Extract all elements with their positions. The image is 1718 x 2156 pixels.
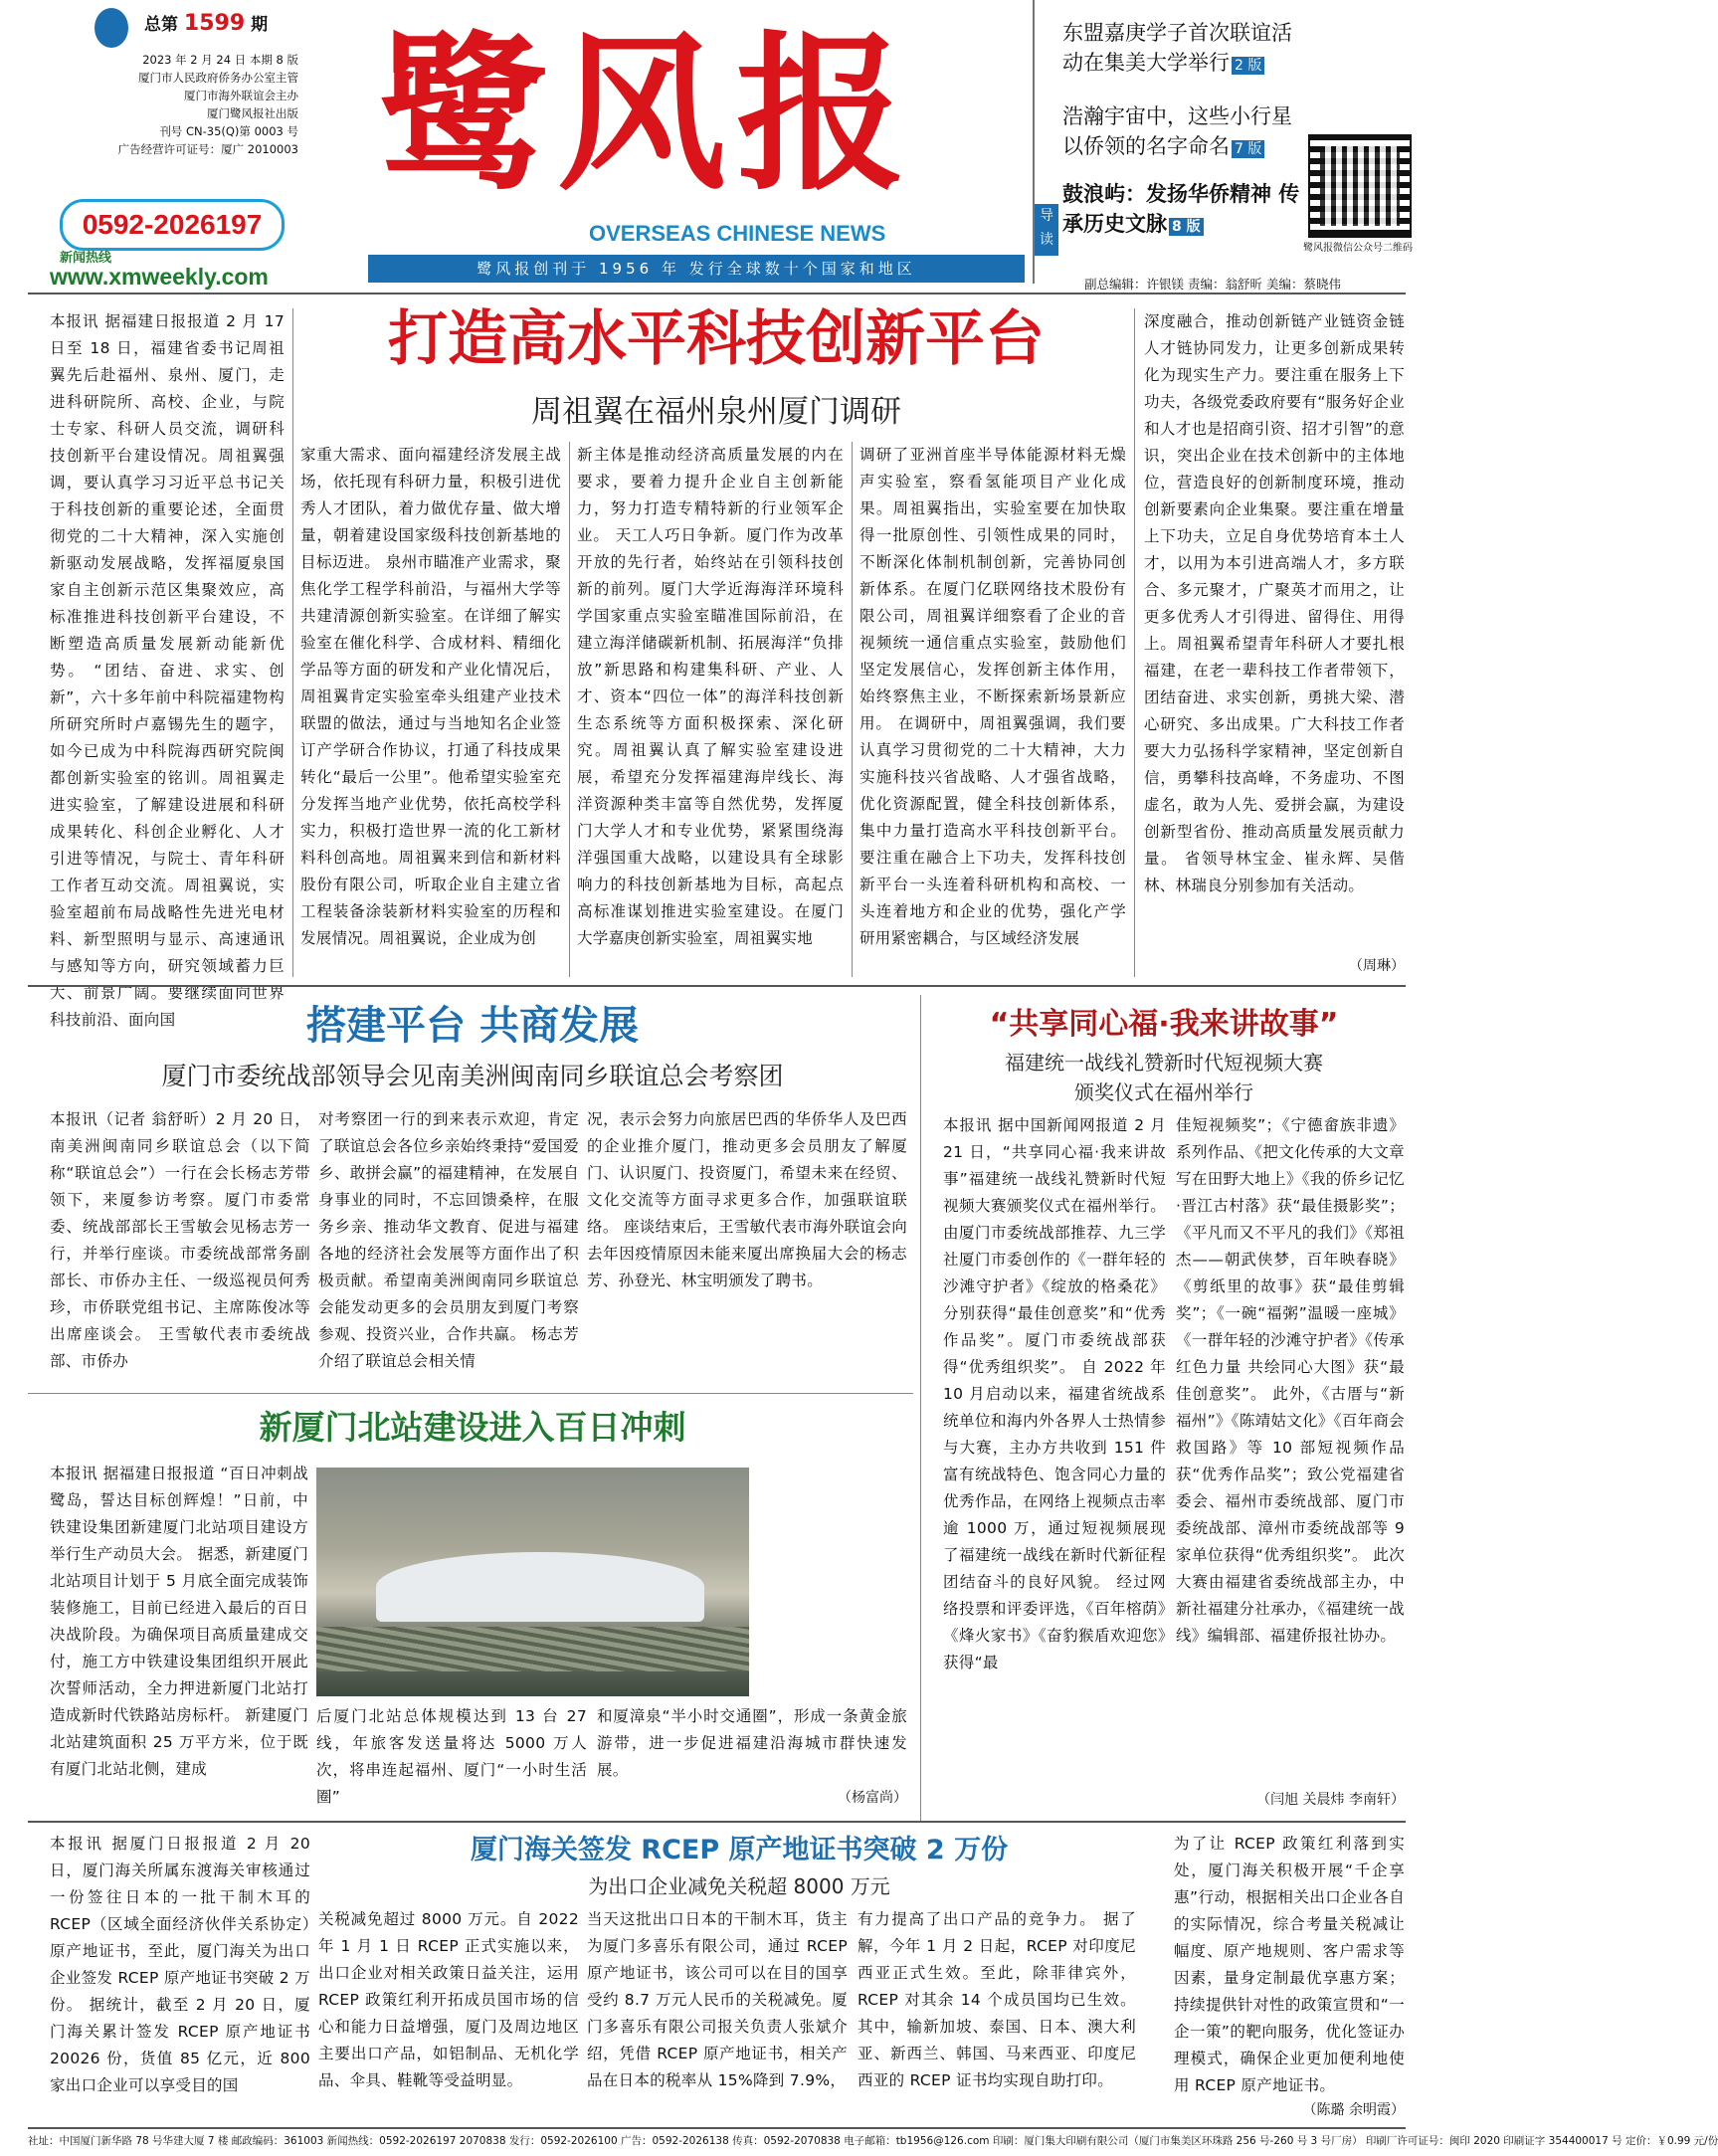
story2-column-3: 况，表示会努力向旅居巴西的华侨华人及巴西的企业推介厦门，推动更多会员朋友了解厦门、认识厦门、投资厦门，希望未来在经贸、文化交流等方面寻求更多合作，加强联谊联络。 座谈结束后，王雪敏代表市海外联谊会向去年因疫情原因未能来厦出席换届大会的杨志芳、孙登光、林宝明颁发了聘书。 [587, 1110, 907, 1289]
story4-subhead-2: 颁奖仪式在福州举行 [1074, 1080, 1253, 1104]
qr-caption: 鹭风报微信公众号二维码 [1303, 243, 1413, 254]
guide-label: 导读 [1035, 204, 1058, 256]
story5-subhead: 为出口企业减免关税超 8000 万元 [588, 1874, 890, 1898]
english-name: OVERSEAS CHINESE NEWS [589, 221, 886, 246]
story2-column-1: 本报讯（记者 翁舒昕）2 月 20 日，南美洲闽南同乡联谊总会（以下简称“联谊总会”）一行在会长杨志芳带领下，来厦参访考察。厦门市委常委、统战部部长王雪敏会见杨志芳一行，并举行座谈。市委统战部常务副部长、市侨办主任、一级巡视员何秀珍，市侨联党组书记、主席陈俊冰等出席座谈会。 王雪敏代表市委统战部、市侨办 [50, 1110, 310, 1370]
divider [28, 293, 1406, 294]
lead-column-3: 新主体是推动经济高质量发展的内在要求，要着力提升企业自主创新能力，努力打造专精特新的行业领军企业。 天工人巧日争新。厦门作为改革开放的先行者，始终站在引领科技创新的前列。厦门大学近海海洋环境科学国家重点实验室瞄准国际前沿，在建立海洋储碳新机制、拓展海洋“负排放”新思路和构建集科研、产业、人才、资本“四位一体”的海洋科技创新生态系统等方面积极探索、深化研究。周祖翼认真了解实验室建设进展，希望充分发挥福建海岸线长、海洋资源种类丰富等自然优势，发挥厦门大学人才和专业优势，紧紧围绕海洋强国重大战略，以建设具有全球影响力的科技创新基地为目标，高起点高标准谋划推进实验室建设。在厦门大学嘉庚创新实验室，周祖翼实地 [577, 446, 844, 947]
tagline-bar: 鹭风报创刊于 1956 年 发行全球数十个国家和地区 [368, 255, 1025, 283]
story4-subhead-1: 福建统一战线礼赞新时代短视频大赛 [1005, 1051, 1323, 1075]
story5-column-5: 为了让 RCEP 政策红利落到实处，厦门海关积极开展“千企享惠”行动，根据相关出口企业各自的实际情况，综合考量关税减让幅度、原产地规则、客户需求等因素，量身定制最优享惠方案；持续提供针对性的政策宣贯和“一企一策”的靶向服务，优化签证办理模式，确保企业更加便利地使用 RCEP 原产地证书。 [1174, 1835, 1405, 2094]
qr-code-icon[interactable] [1308, 134, 1412, 238]
story3-byline: （杨富尚） [838, 1790, 907, 1806]
story4-column-2: 佳短视频奖”；《宁德畲族非遗》系列作品、《把文化传承的大文章写在田野大地上》《我的侨乡记忆·晋江古村落》获“最佳摄影奖”；《平凡而又不平凡的我们》《郑祖杰——朝武侠梦，百年映春晓》《剪纸里的故事》获“最佳剪辑奖”；《一碗“福粥”温暖一座城》《一群年轻的沙滩守护者》《传承红色力量 共绘同心大图》获“最佳创意奖”。 此外，《古厝与“新福州”》《陈靖姑文化》《百年商会救国路》等 10 部短视频作品获“优秀作品奖”；致公党福建省委会、福州市委统战部、厦门市委统战部、漳州市委统战部等 9 家单位获得“优秀组织奖”。 此次大赛由福建省委统战部主办，中新社福建分社承办，《福建统一战线》编辑部、福建侨报社协办。 [1176, 1116, 1405, 1645]
newspaper-logo: 鹭风报 [378, 15, 916, 214]
guide-item-2[interactable]: 浩瀚宇宙中，这些小行星以侨领的名字命名 7 版 [1062, 104, 1292, 158]
story5-headline: 厦门海关签发 RCEP 原产地证书突破 2 万份 [470, 1835, 1009, 1865]
story2-column-2: 对考察团一行的到来表示欢迎，肯定了联谊总会各位乡亲始终秉持“爱国爱乡、敢拼会赢”的福建精神，在发展自身事业的同时，不忘回馈桑梓，在服务乡亲、推动华文教育、促进与福建各地的经济社会发展等方面作出了积极贡献。希望南美洲闽南同乡联谊总会能发动更多的会员朋友到厦门考察参观、投资兴业，合作共赢。 杨志芳介绍了联谊总会相关情 [318, 1110, 579, 1370]
guide-item-3[interactable]: 鼓浪屿：发扬华侨精神 传承历史文脉 8 版 [1062, 182, 1300, 236]
sponsor-1: 厦门市人民政府侨务办公室主管 [138, 71, 298, 85]
sponsor-3: 厦门鹭风报社出版 [207, 106, 298, 120]
story2-subhead: 厦门市委统战部领导会见南美洲闽南同乡联谊总会考察团 [161, 1062, 784, 1090]
story2-headline: 搭建平台 共商发展 [306, 1003, 639, 1049]
divider [28, 985, 1406, 987]
ad-license: 广告经营许可证号：厦广 2010003 [117, 142, 298, 156]
story5-byline: （陈璐 余明霞） [1302, 2102, 1405, 2118]
hotline-label: 新闻热线 [60, 251, 112, 266]
story5-column-3: 当天这批出口日本的干制木耳，货主为厦门多喜乐有限公司，通过 RCEP 原产地证书，该公司可以在目的国享受约 8.7 万元人民币的关税减免。厦门多喜乐有限公司报关负责人张斌介绍，凭借 RCEP 原产地证书，相关产品在日本的税率从 15%降到 7.9%， [587, 1910, 848, 2089]
story5-column-1: 本报讯 据厦门日报报道 2 月 20 日，厦门海关所属东渡海关审核通过一份签往日本的一批干制木耳的 RCEP（区域全面经济伙伴关系协定）原产地证书，至此，厦门海关为出口企业签发 RCEP 原产地证书突破 2 万份。 据统计，截至 2 月 20 日，厦门海关累计签发 RCEP 原产地证书 20026 份，货值 85 亿元，近 800 家出口企业可以享受目的国 [50, 1835, 310, 2094]
footer-info: 社址：中国厦门新华路 78 号华建大厦 7 楼 邮政编码：361003 新闻热线：0592-2026197 2070838 发行：0592-2026100 广告：0592-2026138 传真：0592-2070838 电子邮箱：tb1956@126.com 印刷：厦门集大印刷有限公司（厦门市集美区环珠路 256 号-260 号 3 号厂房） 印刷厂许可证号：闽印 2020 印刷证字 354400017 号 定价：￥0.99 元/份 [28, 2127, 1406, 2148]
story3-headline: 新厦门北站建设进入百日冲刺 [259, 1408, 686, 1447]
lead-column-2: 家重大需求、面向福建经济发展主战场，依托现有科研力量，积极引进优秀人才团队，着力做优存量、做大增量，朝着建设国家级科技创新基地的目标迈进。 泉州市瞄准产业需求，聚焦化学工程学科前沿，与福州大学等共建清源创新实验室。在详细了解实验室在催化科学、合成材料、精细化学品等方面的研发和产业化情况后，周祖翼肯定实验室牵头组建产业技术联盟的做法，通过与当地知名企业签订产学研合作协议，打通了科技成果转化“最后一公里”。他希望实验室充分发挥当地产业优势，依托高校学科实力，积极打造世界一流的化工新材料科创高地。周祖翼来到信和新材料股份有限公司，听取企业自主建立省工程装备涂装新材料实验室的历程和发展情况。周祖翼说，企业成为创 [300, 446, 561, 947]
editors-line: 副总编辑：许银镁 责编：翁舒昕 美编：蔡晓伟 [1084, 277, 1341, 292]
story4-column-1: 本报讯 据中国新闻网报道 2 月 21 日，“共享同心福·我来讲故事”福建统一战线礼赞新时代短视频大赛颁奖仪式在福州举行。由厦门市委统战部推荐、九三学社厦门市委创作的《一群年轻的沙滩守护者》《绽放的格桑花》分别获得“最佳创意奖”和“优秀作品奖”。厦门市委统战部获得“优秀组织奖”。 自 2022 年 10 月启动以来，福建省统战系统单位和海内外各界人士热情参与大赛，主办方共收到 151 件富有统战特色、饱含同心力量的优秀作品，在网络上视频点击率逾 1000 万，通过短视频展现了福建统一战线在新时代新征程团结奋斗的良好风貌。 经过网络投票和评委评选，《百年榕荫》《烽火家书》《奋豹猴盾欢迎您》获得“最 [943, 1116, 1166, 1671]
story5-column-4: 有力提高了出口产品的竞争力。 据了解，今年 1 月 2 日起，RCEP 对印度尼西亚正式生效。至此，除菲律宾外，RCEP 对其余 14 个成员国均已生效。其中，输新加坡、泰国、日本、澳大利亚、新西兰、韩国、马来西亚、印度尼西亚的 RCEP 证书均实现自助打印。 [858, 1910, 1136, 2089]
story3-column-2: 后厦门北站总体规模达到 13 台 27 线，年旅客发送量将达 5000 万人次，将串连起福州、厦门“一小时生活圈” [316, 1707, 587, 1806]
railway-station-photo [316, 1468, 749, 1696]
story4-byline: （闫旭 关晨炜 李南轩） [1256, 1792, 1405, 1808]
newspaper-emblem-icon [95, 8, 128, 48]
lead-subhead: 周祖翼在福州泉州厦门调研 [531, 394, 901, 430]
date-line: 2023 年 2 月 24 日 本期 8 版 [142, 53, 298, 67]
issue-total: 总第 1599 期 [144, 11, 269, 36]
lead-column-4: 调研了亚洲首座半导体能源材料无燥声实验室，察看氢能项目产业化成果。周祖翼指出，实验室要在加快取得一批原创性、引领性成果的同时，不断深化体制机制创新，完善协同创新体系。在厦门亿联网络技术股份有限公司，周祖翼详细察看了企业的音视频统一通信重点实验室，鼓励他们坚定发展信心，发挥创新主体作用，始终察焦主业，不断探索新场景新应用。 在调研中，周祖翼强调，我们要认真学习贯彻党的二十大精神，大力实施科技兴省战略、人才强省战略，优化资源配置，健全科技创新体系，集中力量打造高水平科技创新平台。要注重在融合上下功夫，发挥科技创新平台一头连着科研机构和高校、一头连着地方和企业的优势，强化产学研用紧密耦合，与区域经济发展 [859, 446, 1126, 947]
story3-column-3: 和厦漳泉“半小时交通圈”，形成一条黄金旅游带，进一步促进福建沿海城市群快速发展。 [597, 1707, 907, 1779]
website-link[interactable]: www.xmweekly.com [50, 264, 269, 290]
sponsor-2: 厦门市海外联谊会主办 [184, 89, 298, 102]
story4-headline: “共享同心福·我来讲故事” [989, 1007, 1339, 1042]
news-hotline: 0592-2026197 [60, 199, 285, 251]
story5-column-2: 关税减免超过 8000 万元。自 2022 年 1 月 1 日 RCEP 正式实施以来，出口企业对相关政策日益关注，运用 RCEP 政策红利开拓成员国市场的信心和能力日益增强，厦门及周边地区主要出口产品，如铝制品、无机化学品、伞具、鞋靴等受益明显。 [318, 1910, 579, 2089]
guide-item-1[interactable]: 东盟嘉庚学子首次联谊活动在集美大学举行 2 版 [1062, 21, 1292, 75]
issn: 刊号 CN-35(Q)第 0003 号 [159, 124, 298, 138]
masthead [0, 0, 1433, 292]
lead-column-5: 深度融合，推动创新链产业链资金链人才链协同发力，让更多创新成果转化为现实生产力。要注重在服务上下功夫，各级党委政府要有“服务好企业和人才也是招商引资、招才引智”的意识，突出企业在技术创新中的主体地位，营造良好的创新制度环境，推动创新要素向企业集聚。要注重在增量上下功夫，立足自身优势培育本土人才，以用为本引进高端人才，多方联合、多元聚才，广聚英才而用之，让更多优秀人才引得进、留得住、用得上。周祖翼希望青年科研人才要扎根福建，在老一辈科技工作者带领下，团结奋进、求实创新，勇挑大梁、潜心研究、多出成果。广大科技工作者要大力弘扬科学家精神，坚定创新自信，勇攀科技高峰，不务虚功、不图虚名，敢为人先、爱拼会赢，为建设创新型省份、推动高质量发展贡献力量。 省领导林宝金、崔永辉、吴偕林、林瑞良分别参加有关活动。 [1144, 312, 1405, 894]
lead-headline: 打造高水平科技创新平台 [388, 304, 1045, 374]
lead-byline: （周琳） [1349, 958, 1405, 974]
divider [28, 1821, 1406, 1823]
lead-column-1: 本报讯 据福建日报报道 2 月 17 日至 18 日，福建省委书记周祖翼先后赴福州、泉州、厦门，走进科研院所、高校、企业，与院士专家、科研人员交流，调研科技创新平台建设情况。周祖翼强调，要认真学习习近平总书记关于科技创新的重要论述，全面贯彻党的二十大精神，深入实施创新驱动发展战略，发挥福厦泉国家自主创新示范区集聚效应，高标准推进科技创新平台建设，不断塑造高质量发展新动能新优势。 “团结、奋进、求实、创新”，六十多年前中科院福建物构所研究所时卢嘉锡先生的题字，如今已成为中科院海西研究院闽都创新实验室的铭训。周祖翼走进实验室，了解建设进展和科研成果转化、科创企业孵化、人才引进等情况，与院士、青年科研工作者互动交流。周祖翼说，实验室超前布局战略性先进光电材料、新型照明与显示、高速通讯与感知等方向，研究领域蓄力巨大、前景广阔。要继续面向世界科技前沿、面向国 [50, 312, 285, 1029]
divider [28, 1393, 913, 1394]
story3-column-1: 本报讯 据福建日报报道 “百日冲刺战鹭岛，誓达目标创辉煌！”日前，中铁建设集团新建厦门北站项目建设方举行生产动员大会。 据悉，新建厦门北站项目计划于 5 月底全面完成装饰装修施工，目前已经进入最后的百日决战阶段。为确保项目高质量建成交付，施工方中铁建设集团组织开展此次誓师活动，全力押进新厦门北站打造成新时代铁路站房标杆。 新建厦门北站建筑面积 25 万平方米，位于既有厦门北站北侧，建成 [50, 1465, 308, 1778]
